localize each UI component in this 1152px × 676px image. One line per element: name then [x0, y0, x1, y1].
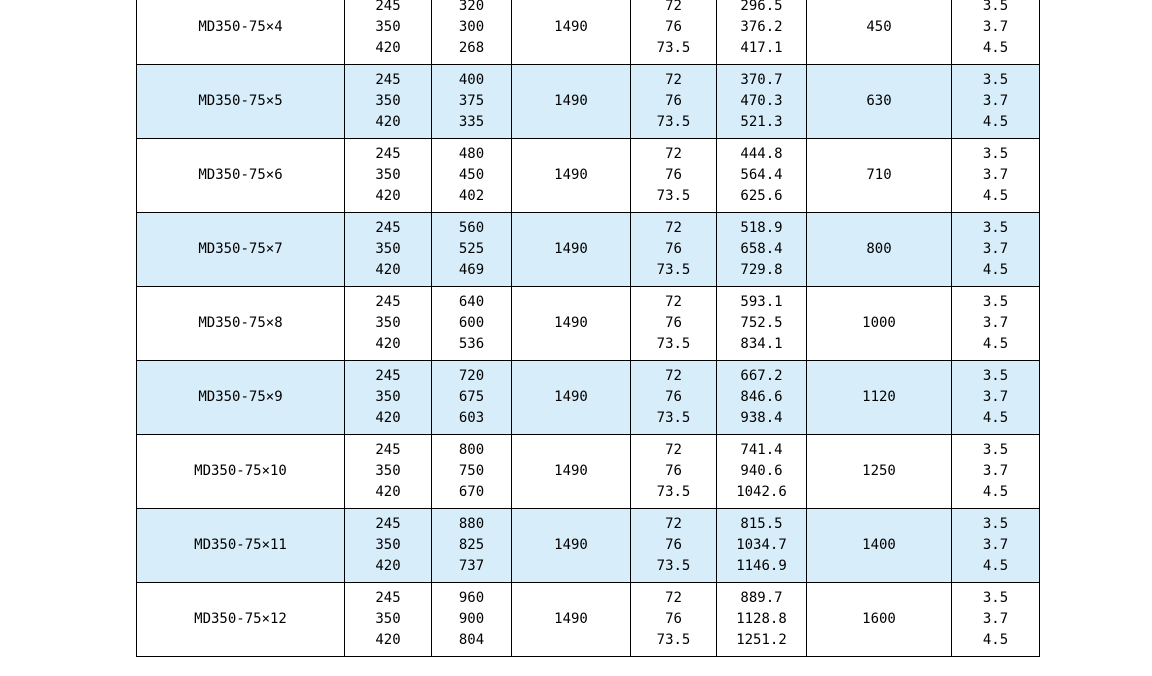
shaft-power-cell	[717, 0, 807, 65]
head-cell	[432, 139, 512, 213]
cell-value: 73.5	[656, 336, 691, 352]
efficiency-cell	[631, 435, 717, 509]
shaft-power-cell	[717, 213, 807, 287]
cell-value: 4.5	[982, 336, 1009, 352]
cell-value: 420	[375, 484, 401, 500]
cell-value: 3.5	[982, 72, 1009, 88]
cell-value: 72	[665, 294, 682, 310]
head-cell-values	[432, 0, 511, 59]
flow-cell	[345, 435, 432, 509]
cell-value: 73.5	[656, 262, 691, 278]
cell-value: 675	[458, 389, 485, 405]
efficiency-cell	[631, 0, 717, 65]
cell-value: 420	[375, 262, 401, 278]
cell-value: 834.1	[740, 336, 783, 352]
npsh-cell-values	[952, 440, 1039, 503]
head-cell	[432, 583, 512, 657]
table-row	[137, 213, 1040, 287]
cell-value: 536	[458, 336, 485, 352]
cell-value: 245	[375, 516, 401, 532]
model-cell: MD350-75×4	[137, 0, 345, 65]
shaft-power-cell-values	[717, 588, 806, 651]
flow-cell-values	[345, 70, 431, 133]
cell-value: 3.5	[982, 442, 1009, 458]
cell-value: 76	[665, 19, 682, 35]
table-row	[137, 361, 1040, 435]
cell-value: 400	[458, 72, 485, 88]
cell-value: 1251.2	[736, 632, 787, 648]
shaft-power-cell-values	[717, 0, 806, 59]
shaft-power-cell	[717, 139, 807, 213]
table-row	[137, 0, 1040, 65]
cell-value: 72	[665, 590, 682, 606]
head-cell-values	[432, 292, 511, 355]
npsh-cell	[952, 361, 1040, 435]
cell-value: 76	[665, 463, 682, 479]
cell-value: 3.5	[982, 590, 1009, 606]
flow-cell	[345, 509, 432, 583]
cell-value: 420	[375, 336, 401, 352]
npsh-cell-values	[952, 218, 1039, 281]
cell-value: 296.5	[740, 0, 783, 14]
model-cell: MD350-75×5	[137, 65, 345, 139]
head-cell-values	[432, 366, 511, 429]
shaft-power-cell	[717, 509, 807, 583]
cell-value: 335	[458, 114, 485, 130]
cell-value: 3.7	[982, 611, 1009, 627]
head-cell	[432, 213, 512, 287]
speed-cell: 1490	[512, 0, 631, 65]
cell-value: 960	[458, 590, 485, 606]
flow-cell-values	[345, 588, 431, 651]
head-cell-values	[432, 70, 511, 133]
head-cell	[432, 0, 512, 65]
efficiency-cell	[631, 583, 717, 657]
cell-value: 4.5	[982, 558, 1009, 574]
pump-spec-table-container	[136, 0, 1039, 657]
cell-value: 889.7	[740, 590, 783, 606]
cell-value: 4.5	[982, 262, 1009, 278]
efficiency-cell-values	[631, 588, 716, 651]
cell-value: 76	[665, 537, 682, 553]
shaft-power-cell-values	[717, 144, 806, 207]
flow-cell-values	[345, 218, 431, 281]
cell-value: 444.8	[740, 146, 783, 162]
cell-value: 73.5	[656, 410, 691, 426]
motor-power-cell: 630	[807, 65, 952, 139]
cell-value: 3.7	[982, 167, 1009, 183]
head-cell-values	[432, 144, 511, 207]
efficiency-cell-values	[631, 0, 716, 59]
npsh-cell	[952, 139, 1040, 213]
cell-value: 3.7	[982, 389, 1009, 405]
cell-value: 729.8	[740, 262, 783, 278]
model-cell: MD350-75×9	[137, 361, 345, 435]
motor-power-cell: 1120	[807, 361, 952, 435]
npsh-cell	[952, 509, 1040, 583]
cell-value: 752.5	[740, 315, 783, 331]
table-row	[137, 287, 1040, 361]
cell-value: 450	[458, 167, 485, 183]
cell-value: 350	[375, 315, 401, 331]
efficiency-cell	[631, 213, 717, 287]
motor-power-cell: 710	[807, 139, 952, 213]
cell-value: 4.5	[982, 114, 1009, 130]
cell-value: 370.7	[740, 72, 783, 88]
table-row	[137, 583, 1040, 657]
flow-cell	[345, 65, 432, 139]
cell-value: 350	[375, 389, 401, 405]
head-cell	[432, 65, 512, 139]
cell-value: 480	[458, 146, 485, 162]
cell-value: 741.4	[740, 442, 783, 458]
cell-value: 350	[375, 241, 401, 257]
table-body	[137, 0, 1040, 657]
cell-value: 76	[665, 93, 682, 109]
speed-cell: 1490	[512, 361, 631, 435]
cell-value: 350	[375, 537, 401, 553]
cell-value: 420	[375, 114, 401, 130]
cell-value: 268	[458, 40, 485, 56]
efficiency-cell-values	[631, 218, 716, 281]
cell-value: 600	[458, 315, 485, 331]
cell-value: 300	[458, 19, 485, 35]
cell-value: 469	[458, 262, 485, 278]
cell-value: 73.5	[656, 40, 691, 56]
cell-value: 4.5	[982, 410, 1009, 426]
cell-value: 420	[375, 558, 401, 574]
flow-cell-values	[345, 366, 431, 429]
cell-value: 76	[665, 315, 682, 331]
cell-value: 560	[458, 220, 485, 236]
motor-power-cell: 1400	[807, 509, 952, 583]
cell-value: 525	[458, 241, 485, 257]
cell-value: 4.5	[982, 484, 1009, 500]
shaft-power-cell	[717, 361, 807, 435]
head-cell	[432, 361, 512, 435]
cell-value: 3.5	[982, 220, 1009, 236]
motor-power-cell: 1000	[807, 287, 952, 361]
motor-power-cell: 800	[807, 213, 952, 287]
cell-value: 245	[375, 146, 401, 162]
cell-value: 1146.9	[736, 558, 787, 574]
shaft-power-cell-values	[717, 218, 806, 281]
flow-cell	[345, 361, 432, 435]
flow-cell-values	[345, 144, 431, 207]
cell-value: 940.6	[740, 463, 783, 479]
npsh-cell-values	[952, 70, 1039, 133]
cell-value: 350	[375, 167, 401, 183]
cell-value: 815.5	[740, 516, 783, 532]
head-cell-values	[432, 440, 511, 503]
motor-power-cell: 450	[807, 0, 952, 65]
cell-value: 4.5	[982, 632, 1009, 648]
flow-cell	[345, 139, 432, 213]
speed-cell: 1490	[512, 435, 631, 509]
efficiency-cell	[631, 65, 717, 139]
shaft-power-cell-values	[717, 440, 806, 503]
cell-value: 76	[665, 389, 682, 405]
cell-value: 417.1	[740, 40, 783, 56]
cell-value: 4.5	[982, 188, 1009, 204]
flow-cell-values	[345, 440, 431, 503]
npsh-cell-values	[952, 292, 1039, 355]
efficiency-cell	[631, 361, 717, 435]
efficiency-cell-values	[631, 292, 716, 355]
cell-value: 1042.6	[736, 484, 787, 500]
cell-value: 350	[375, 463, 401, 479]
cell-value: 420	[375, 632, 401, 648]
npsh-cell-values	[952, 514, 1039, 577]
model-cell: MD350-75×6	[137, 139, 345, 213]
cell-value: 518.9	[740, 220, 783, 236]
model-cell: MD350-75×11	[137, 509, 345, 583]
npsh-cell-values	[952, 588, 1039, 651]
model-cell: MD350-75×7	[137, 213, 345, 287]
cell-value: 825	[458, 537, 485, 553]
head-cell-values	[432, 588, 511, 651]
cell-value: 73.5	[656, 188, 691, 204]
cell-value: 72	[665, 368, 682, 384]
cell-value: 938.4	[740, 410, 783, 426]
cell-value: 72	[665, 220, 682, 236]
cell-value: 350	[375, 611, 401, 627]
cell-value: 1034.7	[736, 537, 787, 553]
cell-value: 76	[665, 611, 682, 627]
cell-value: 245	[375, 0, 401, 14]
cell-value: 670	[458, 484, 485, 500]
cell-value: 420	[375, 410, 401, 426]
cell-value: 667.2	[740, 368, 783, 384]
npsh-cell-values	[952, 144, 1039, 207]
cell-value: 350	[375, 19, 401, 35]
npsh-cell-values	[952, 366, 1039, 429]
cell-value: 625.6	[740, 188, 783, 204]
cell-value: 3.7	[982, 463, 1009, 479]
cell-value: 73.5	[656, 114, 691, 130]
npsh-cell	[952, 583, 1040, 657]
cell-value: 593.1	[740, 294, 783, 310]
cell-value: 72	[665, 146, 682, 162]
cell-value: 3.7	[982, 537, 1009, 553]
shaft-power-cell	[717, 287, 807, 361]
shaft-power-cell	[717, 583, 807, 657]
cell-value: 640	[458, 294, 485, 310]
speed-cell: 1490	[512, 509, 631, 583]
cell-value: 3.7	[982, 315, 1009, 331]
head-cell-values	[432, 218, 511, 281]
shaft-power-cell-values	[717, 292, 806, 355]
table-row	[137, 65, 1040, 139]
table-row	[137, 435, 1040, 509]
efficiency-cell-values	[631, 366, 716, 429]
cell-value: 72	[665, 516, 682, 532]
cell-value: 245	[375, 442, 401, 458]
flow-cell-values	[345, 0, 431, 59]
flow-cell-values	[345, 514, 431, 577]
cell-value: 73.5	[656, 484, 691, 500]
efficiency-cell	[631, 139, 717, 213]
efficiency-cell-values	[631, 514, 716, 577]
table-row	[137, 509, 1040, 583]
speed-cell: 1490	[512, 139, 631, 213]
cell-value: 350	[375, 93, 401, 109]
cell-value: 804	[458, 632, 485, 648]
cell-value: 376.2	[740, 19, 783, 35]
motor-power-cell: 1250	[807, 435, 952, 509]
speed-cell: 1490	[512, 213, 631, 287]
efficiency-cell-values	[631, 70, 716, 133]
cell-value: 1128.8	[736, 611, 787, 627]
speed-cell: 1490	[512, 287, 631, 361]
cell-value: 245	[375, 294, 401, 310]
shaft-power-cell-values	[717, 514, 806, 577]
model-cell: MD350-75×12	[137, 583, 345, 657]
cell-value: 750	[458, 463, 485, 479]
cell-value: 737	[458, 558, 485, 574]
cell-value: 800	[458, 442, 485, 458]
cell-value: 76	[665, 241, 682, 257]
head-cell	[432, 287, 512, 361]
efficiency-cell	[631, 509, 717, 583]
npsh-cell-values	[952, 0, 1039, 59]
cell-value: 3.7	[982, 19, 1009, 35]
pump-spec-table	[136, 0, 1040, 657]
cell-value: 3.7	[982, 241, 1009, 257]
cell-value: 245	[375, 220, 401, 236]
cell-value: 3.5	[982, 368, 1009, 384]
cell-value: 3.5	[982, 294, 1009, 310]
head-cell-values	[432, 514, 511, 577]
efficiency-cell-values	[631, 144, 716, 207]
cell-value: 245	[375, 72, 401, 88]
cell-value: 3.5	[982, 516, 1009, 532]
cell-value: 245	[375, 590, 401, 606]
cell-value: 470.3	[740, 93, 783, 109]
table-row	[137, 139, 1040, 213]
cell-value: 900	[458, 611, 485, 627]
cell-value: 420	[375, 40, 401, 56]
shaft-power-cell	[717, 435, 807, 509]
cell-value: 4.5	[982, 40, 1009, 56]
cell-value: 73.5	[656, 632, 691, 648]
head-cell	[432, 509, 512, 583]
flow-cell	[345, 213, 432, 287]
cell-value: 603	[458, 410, 485, 426]
cell-value: 3.7	[982, 93, 1009, 109]
cell-value: 846.6	[740, 389, 783, 405]
flow-cell	[345, 287, 432, 361]
speed-cell: 1490	[512, 583, 631, 657]
efficiency-cell	[631, 287, 717, 361]
cell-value: 3.5	[982, 0, 1009, 14]
cell-value: 720	[458, 368, 485, 384]
npsh-cell	[952, 0, 1040, 65]
head-cell	[432, 435, 512, 509]
flow-cell	[345, 0, 432, 65]
cell-value: 245	[375, 368, 401, 384]
flow-cell	[345, 583, 432, 657]
model-cell: MD350-75×10	[137, 435, 345, 509]
model-cell: MD350-75×8	[137, 287, 345, 361]
cell-value: 72	[665, 72, 682, 88]
cell-value: 320	[458, 0, 485, 14]
flow-cell-values	[345, 292, 431, 355]
cell-value: 521.3	[740, 114, 783, 130]
shaft-power-cell	[717, 65, 807, 139]
cell-value: 375	[458, 93, 485, 109]
cell-value: 880	[458, 516, 485, 532]
cell-value: 564.4	[740, 167, 783, 183]
cell-value: 72	[665, 0, 682, 14]
cell-value: 76	[665, 167, 682, 183]
cell-value: 73.5	[656, 558, 691, 574]
cell-value: 72	[665, 442, 682, 458]
cell-value: 658.4	[740, 241, 783, 257]
cell-value: 420	[375, 188, 401, 204]
speed-cell: 1490	[512, 65, 631, 139]
npsh-cell	[952, 287, 1040, 361]
npsh-cell	[952, 435, 1040, 509]
npsh-cell	[952, 65, 1040, 139]
shaft-power-cell-values	[717, 366, 806, 429]
efficiency-cell-values	[631, 440, 716, 503]
cell-value: 402	[458, 188, 485, 204]
shaft-power-cell-values	[717, 70, 806, 133]
cell-value: 3.5	[982, 146, 1009, 162]
npsh-cell	[952, 213, 1040, 287]
motor-power-cell: 1600	[807, 583, 952, 657]
